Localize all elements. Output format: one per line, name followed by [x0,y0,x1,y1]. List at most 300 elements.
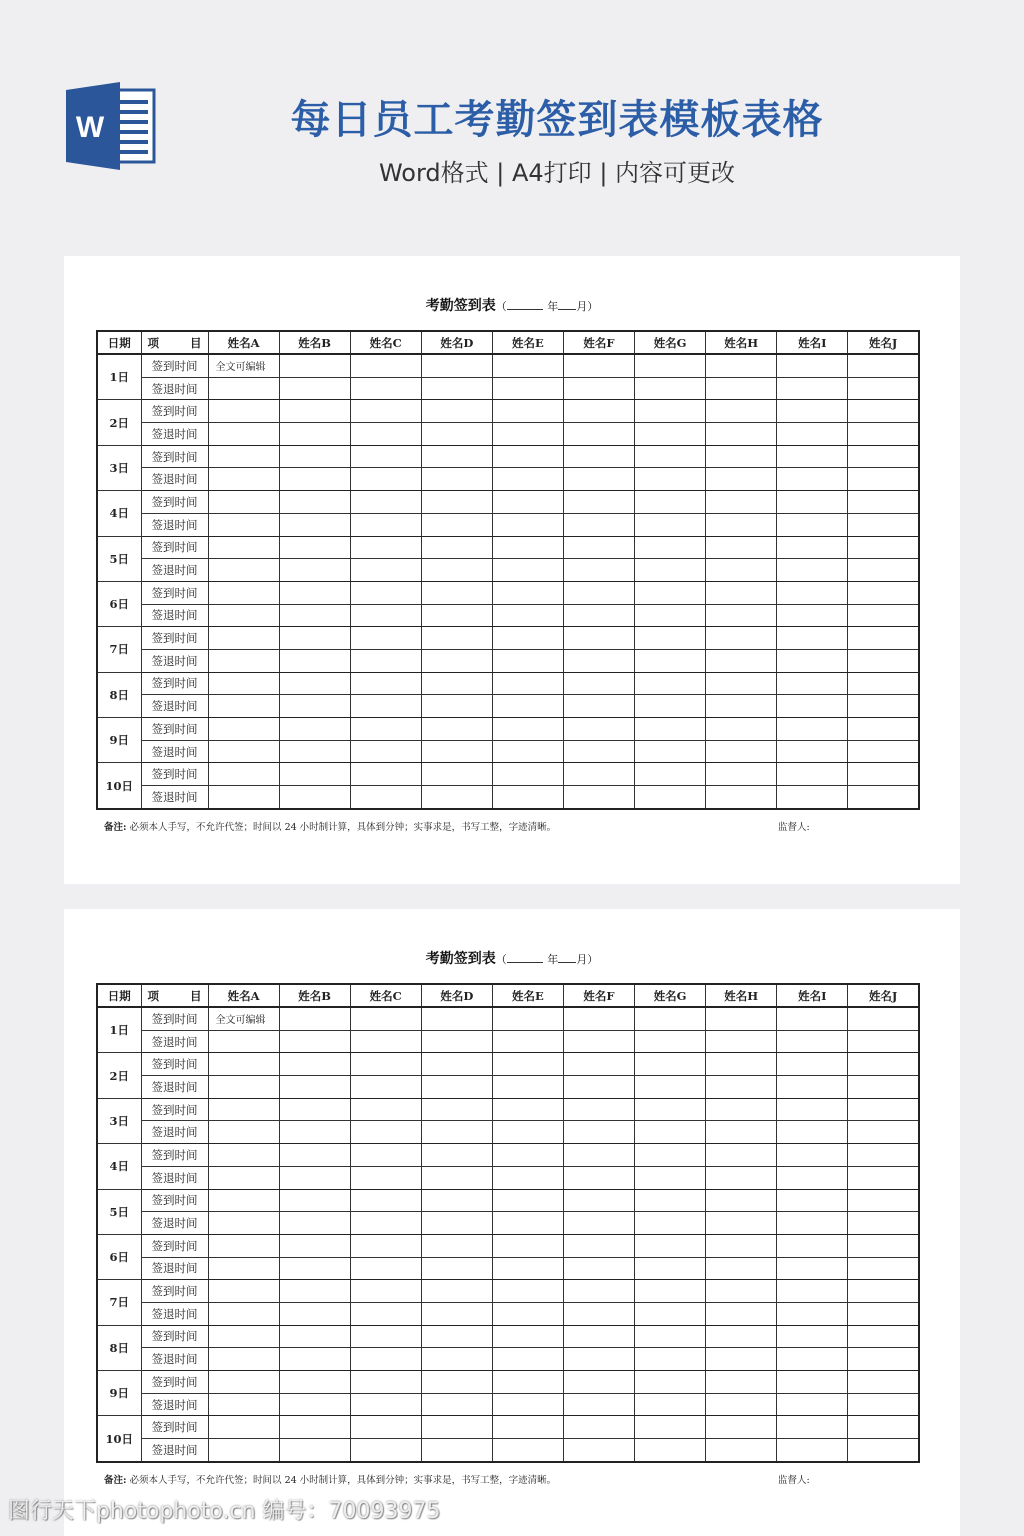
entry-cell[interactable] [421,604,492,627]
entry-cell[interactable] [706,1053,777,1076]
entry-cell[interactable] [208,1121,279,1144]
entry-cell[interactable] [208,649,279,672]
entry-cell[interactable] [279,1234,350,1257]
entry-cell[interactable] [279,513,350,536]
entry-cell[interactable] [777,445,848,468]
entry-cell[interactable] [492,672,563,695]
entry-cell[interactable] [848,1325,919,1348]
entry-cell[interactable] [350,763,421,786]
entry-cell[interactable] [279,1302,350,1325]
entry-cell[interactable] [350,1257,421,1280]
entry-cell[interactable] [492,1257,563,1280]
entry-cell[interactable] [635,1053,706,1076]
entry-cell[interactable] [208,1234,279,1257]
entry-cell[interactable] [777,400,848,423]
entry-cell[interactable] [706,468,777,491]
entry-cell[interactable] [492,695,563,718]
entry-cell[interactable] [563,1189,634,1212]
entry-cell[interactable] [848,400,919,423]
entry-cell[interactable] [848,377,919,400]
entry-cell[interactable] [777,1371,848,1394]
entry-cell[interactable] [706,1076,777,1099]
entry-cell[interactable] [635,1257,706,1280]
entry-cell[interactable] [279,649,350,672]
entry-cell[interactable] [706,581,777,604]
entry-cell[interactable] [492,1280,563,1303]
entry-cell[interactable] [492,1393,563,1416]
entry-cell[interactable] [635,695,706,718]
entry-cell[interactable] [492,1098,563,1121]
entry-cell[interactable] [421,649,492,672]
entry-cell[interactable] [208,400,279,423]
entry-cell[interactable] [350,740,421,763]
entry-cell[interactable] [350,1098,421,1121]
entry-cell[interactable] [350,1439,421,1462]
entry-cell[interactable] [635,672,706,695]
entry-cell[interactable] [635,1371,706,1394]
entry-cell[interactable] [848,740,919,763]
entry-cell[interactable] [279,604,350,627]
entry-cell[interactable] [635,1212,706,1235]
entry-cell[interactable] [208,695,279,718]
entry-cell[interactable] [635,1302,706,1325]
entry-cell[interactable] [635,400,706,423]
entry-cell[interactable] [492,718,563,741]
entry-cell[interactable] [492,1371,563,1394]
entry-cell[interactable] [492,513,563,536]
entry-cell[interactable] [706,1348,777,1371]
entry-cell[interactable] [635,1144,706,1167]
entry-cell[interactable] [421,1257,492,1280]
entry-cell[interactable] [421,1076,492,1099]
entry-cell[interactable] [848,513,919,536]
entry-cell[interactable] [350,423,421,446]
entry-cell[interactable] [421,377,492,400]
entry-cell[interactable] [563,1439,634,1462]
entry-cell[interactable] [279,763,350,786]
entry-cell[interactable] [208,1098,279,1121]
entry-cell[interactable] [492,354,563,377]
entry-cell[interactable] [848,1007,919,1030]
month-blank[interactable] [558,299,576,310]
entry-cell[interactable] [848,672,919,695]
entry-cell[interactable] [279,1393,350,1416]
entry-cell[interactable] [777,354,848,377]
entry-cell[interactable] [279,695,350,718]
entry-cell[interactable] [848,1189,919,1212]
entry-cell[interactable] [848,536,919,559]
entry-cell[interactable] [421,740,492,763]
entry-cell[interactable] [563,1121,634,1144]
entry-cell[interactable] [848,1121,919,1144]
entry-cell[interactable] [777,423,848,446]
entry-cell[interactable] [208,627,279,650]
entry-cell[interactable] [563,763,634,786]
entry-cell[interactable] [777,695,848,718]
entry-cell[interactable] [492,559,563,582]
entry-cell[interactable] [563,400,634,423]
entry-cell[interactable] [208,1280,279,1303]
entry-cell[interactable] [706,1302,777,1325]
entry-cell[interactable] [279,581,350,604]
entry-cell[interactable] [350,1053,421,1076]
entry-cell[interactable] [848,1371,919,1394]
entry-cell[interactable] [208,718,279,741]
entry-cell[interactable] [350,513,421,536]
entry-cell[interactable] [421,1030,492,1053]
entry-cell[interactable] [421,1371,492,1394]
entry-cell[interactable] [421,536,492,559]
entry-cell[interactable] [635,718,706,741]
entry-cell[interactable] [208,763,279,786]
entry-cell[interactable] [421,559,492,582]
entry-cell[interactable] [208,1030,279,1053]
entry-cell[interactable] [848,786,919,809]
entry-cell[interactable] [208,1144,279,1167]
entry-cell[interactable] [706,491,777,514]
entry-cell[interactable] [848,1030,919,1053]
entry-cell[interactable] [421,468,492,491]
entry-cell[interactable] [777,1053,848,1076]
entry-cell[interactable] [208,1076,279,1099]
entry-cell[interactable] [848,1439,919,1462]
entry-cell[interactable] [777,1212,848,1235]
entry-cell[interactable] [492,1144,563,1167]
entry-cell[interactable] [777,1189,848,1212]
entry-cell[interactable] [563,559,634,582]
entry-cell[interactable] [848,1280,919,1303]
entry-cell[interactable] [777,763,848,786]
entry-cell[interactable] [848,604,919,627]
entry-cell[interactable] [492,400,563,423]
entry-cell[interactable] [492,468,563,491]
entry-cell[interactable] [279,1348,350,1371]
entry-cell[interactable] [279,491,350,514]
entry-cell[interactable] [777,513,848,536]
entry-cell[interactable] [279,400,350,423]
entry-cell[interactable] [706,786,777,809]
entry-cell[interactable] [492,377,563,400]
entry-cell[interactable] [350,1416,421,1439]
entry-cell[interactable] [492,604,563,627]
entry-cell[interactable] [492,1348,563,1371]
entry-cell[interactable] [777,536,848,559]
entry-cell[interactable] [848,1257,919,1280]
entry-cell[interactable] [706,1121,777,1144]
entry-cell[interactable] [706,763,777,786]
entry-cell[interactable] [563,1098,634,1121]
entry-cell[interactable] [563,649,634,672]
entry-cell[interactable] [848,763,919,786]
entry-cell[interactable] [350,1076,421,1099]
entry-cell[interactable] [706,1144,777,1167]
entry-cell[interactable] [350,559,421,582]
entry-cell[interactable] [350,1234,421,1257]
year-blank[interactable] [507,299,543,310]
entry-cell[interactable] [421,1098,492,1121]
entry-cell[interactable] [706,445,777,468]
entry-cell[interactable] [563,627,634,650]
entry-cell[interactable] [706,718,777,741]
entry-cell[interactable] [208,445,279,468]
entry-cell[interactable] [279,1280,350,1303]
entry-cell[interactable] [635,581,706,604]
entry-cell[interactable] [208,491,279,514]
entry-cell[interactable] [208,1257,279,1280]
entry-cell[interactable] [635,1189,706,1212]
entry-cell[interactable] [706,1098,777,1121]
entry-cell[interactable] [421,400,492,423]
entry-cell[interactable] [350,695,421,718]
entry-cell[interactable] [563,536,634,559]
entry-cell[interactable] [848,581,919,604]
entry-cell[interactable] [848,1144,919,1167]
entry-cell[interactable] [563,1166,634,1189]
entry-cell[interactable] [492,1121,563,1144]
entry-cell[interactable] [279,1189,350,1212]
entry-cell[interactable] [208,604,279,627]
entry-cell[interactable] [635,627,706,650]
entry-cell[interactable] [706,423,777,446]
entry-cell[interactable] [208,468,279,491]
entry-cell[interactable] [492,536,563,559]
entry-cell[interactable] [421,354,492,377]
entry-cell[interactable] [706,559,777,582]
entry-cell[interactable] [492,1007,563,1030]
entry-cell[interactable] [279,1257,350,1280]
entry-cell[interactable] [848,1302,919,1325]
entry-cell[interactable] [635,1121,706,1144]
entry-cell[interactable] [350,649,421,672]
entry-cell[interactable] [421,445,492,468]
entry-cell[interactable] [208,1348,279,1371]
entry-cell[interactable] [492,423,563,446]
entry-cell[interactable] [848,1416,919,1439]
entry-cell[interactable] [848,1053,919,1076]
entry-cell[interactable] [848,718,919,741]
entry-cell[interactable] [279,1098,350,1121]
entry-cell[interactable] [208,1393,279,1416]
entry-cell[interactable] [777,672,848,695]
entry-cell[interactable] [492,649,563,672]
entry-cell[interactable] [848,1166,919,1189]
entry-cell[interactable] [421,1302,492,1325]
entry-cell[interactable] [421,1393,492,1416]
entry-cell[interactable] [208,740,279,763]
entry-cell[interactable] [492,1030,563,1053]
entry-cell[interactable] [635,468,706,491]
entry-cell[interactable] [563,1416,634,1439]
entry-cell[interactable] [350,400,421,423]
entry-cell[interactable] [706,1280,777,1303]
entry-cell[interactable] [492,1053,563,1076]
entry-cell[interactable] [421,1053,492,1076]
entry-cell[interactable] [279,1325,350,1348]
entry-cell[interactable] [777,468,848,491]
entry-cell[interactable] [350,718,421,741]
entry-cell[interactable] [777,786,848,809]
entry-cell[interactable] [848,695,919,718]
entry-cell[interactable] [635,1030,706,1053]
entry-cell[interactable] [563,1371,634,1394]
entry-cell[interactable] [777,1280,848,1303]
entry-cell[interactable] [848,1234,919,1257]
entry-cell[interactable] [563,718,634,741]
entry-cell[interactable]: 全文可编辑 [208,1007,279,1030]
entry-cell[interactable] [421,1234,492,1257]
entry-cell[interactable] [279,786,350,809]
entry-cell[interactable] [350,1212,421,1235]
entry-cell[interactable] [350,377,421,400]
entry-cell[interactable] [563,468,634,491]
entry-cell[interactable] [563,1076,634,1099]
entry-cell[interactable] [777,627,848,650]
month-blank[interactable] [558,952,576,963]
entry-cell[interactable] [279,740,350,763]
entry-cell[interactable] [279,1166,350,1189]
entry-cell[interactable] [208,513,279,536]
entry-cell[interactable] [421,763,492,786]
entry-cell[interactable] [777,1007,848,1030]
entry-cell[interactable] [492,1234,563,1257]
entry-cell[interactable] [635,1325,706,1348]
entry-cell[interactable] [350,786,421,809]
entry-cell[interactable] [777,1076,848,1099]
entry-cell[interactable] [635,1416,706,1439]
entry-cell[interactable] [421,581,492,604]
entry-cell[interactable] [279,672,350,695]
entry-cell[interactable] [706,1212,777,1235]
entry-cell[interactable] [563,1257,634,1280]
entry-cell[interactable] [492,786,563,809]
entry-cell[interactable] [279,1121,350,1144]
entry-cell[interactable] [706,536,777,559]
entry-cell[interactable] [635,1280,706,1303]
entry-cell[interactable] [279,1371,350,1394]
entry-cell[interactable] [706,513,777,536]
entry-cell[interactable] [208,1325,279,1348]
entry-cell[interactable] [635,1439,706,1462]
entry-cell[interactable] [279,559,350,582]
entry-cell[interactable] [848,354,919,377]
entry-cell[interactable] [848,649,919,672]
entry-cell[interactable] [706,1393,777,1416]
entry-cell[interactable] [777,1393,848,1416]
entry-cell[interactable] [777,581,848,604]
entry-cell[interactable] [421,1212,492,1235]
entry-cell[interactable] [635,559,706,582]
entry-cell[interactable] [563,1007,634,1030]
entry-cell[interactable] [635,649,706,672]
entry-cell[interactable] [492,445,563,468]
entry-cell[interactable] [777,491,848,514]
entry-cell[interactable] [350,604,421,627]
entry-cell[interactable] [848,445,919,468]
entry-cell[interactable] [350,672,421,695]
entry-cell[interactable] [563,1030,634,1053]
entry-cell[interactable] [279,1212,350,1235]
entry-cell[interactable] [563,1325,634,1348]
entry-cell[interactable] [208,1302,279,1325]
entry-cell[interactable] [208,423,279,446]
entry-cell[interactable] [492,1189,563,1212]
entry-cell[interactable] [635,1007,706,1030]
entry-cell[interactable] [279,445,350,468]
entry-cell[interactable] [777,1348,848,1371]
entry-cell[interactable] [777,1416,848,1439]
entry-cell[interactable] [492,763,563,786]
entry-cell[interactable] [279,1007,350,1030]
entry-cell[interactable] [635,1348,706,1371]
entry-cell[interactable] [421,1189,492,1212]
entry-cell[interactable] [706,377,777,400]
entry-cell[interactable] [563,445,634,468]
entry-cell[interactable] [350,1189,421,1212]
entry-cell[interactable] [492,1416,563,1439]
entry-cell[interactable] [706,1439,777,1462]
entry-cell[interactable] [848,1098,919,1121]
entry-cell[interactable] [635,763,706,786]
entry-cell[interactable] [706,672,777,695]
entry-cell[interactable] [635,604,706,627]
entry-cell[interactable] [563,672,634,695]
entry-cell[interactable] [208,672,279,695]
entry-cell[interactable] [777,377,848,400]
entry-cell[interactable] [777,718,848,741]
entry-cell[interactable] [777,1302,848,1325]
entry-cell[interactable] [208,1416,279,1439]
entry-cell[interactable] [492,1302,563,1325]
entry-cell[interactable] [421,423,492,446]
entry-cell[interactable] [563,1053,634,1076]
entry-cell[interactable] [421,1121,492,1144]
entry-cell[interactable] [492,491,563,514]
entry-cell[interactable] [421,672,492,695]
entry-cell[interactable] [635,786,706,809]
entry-cell[interactable] [563,1280,634,1303]
entry-cell[interactable] [848,491,919,514]
entry-cell[interactable] [421,491,492,514]
entry-cell[interactable] [635,377,706,400]
entry-cell[interactable] [706,1007,777,1030]
entry-cell[interactable] [777,604,848,627]
entry-cell[interactable] [706,1371,777,1394]
entry-cell[interactable] [706,627,777,650]
entry-cell[interactable] [279,423,350,446]
entry-cell[interactable] [492,1439,563,1462]
entry-cell[interactable] [350,1371,421,1394]
entry-cell[interactable] [777,1098,848,1121]
entry-cell[interactable] [279,468,350,491]
entry-cell[interactable] [563,491,634,514]
entry-cell[interactable] [208,1371,279,1394]
entry-cell[interactable] [350,536,421,559]
entry-cell[interactable] [350,1166,421,1189]
entry-cell[interactable] [848,627,919,650]
entry-cell[interactable] [563,1234,634,1257]
entry-cell[interactable] [563,695,634,718]
entry-cell[interactable] [350,491,421,514]
entry-cell[interactable] [350,1007,421,1030]
entry-cell[interactable] [208,1212,279,1235]
entry-cell[interactable] [279,718,350,741]
entry-cell[interactable] [563,1348,634,1371]
entry-cell[interactable] [208,1166,279,1189]
entry-cell[interactable] [492,581,563,604]
entry-cell[interactable] [279,1030,350,1053]
entry-cell[interactable] [706,1416,777,1439]
entry-cell[interactable] [279,354,350,377]
